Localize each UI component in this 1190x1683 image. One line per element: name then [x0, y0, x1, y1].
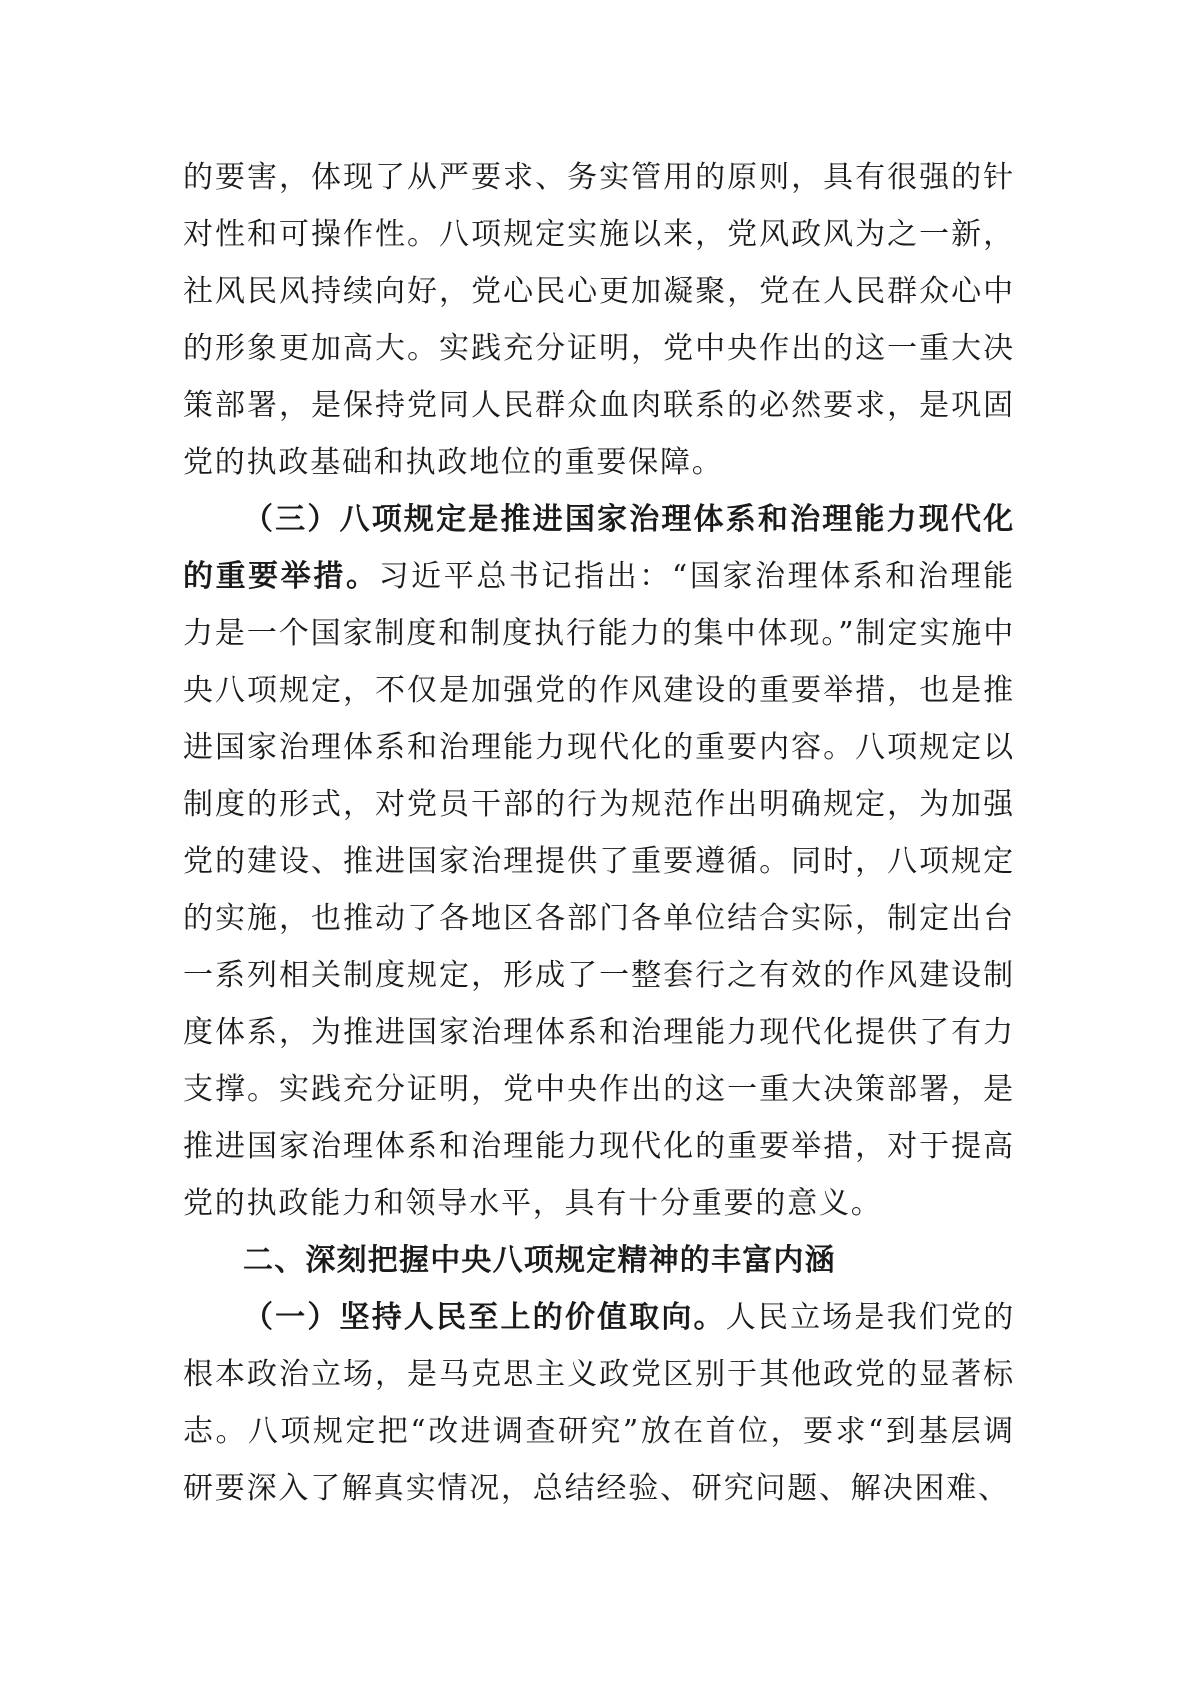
paragraph-part-2-section-1: [183, 1289, 1015, 1517]
heading-part-2: [183, 1232, 1015, 1289]
part-2-section-1-lead: （一）坚持人民至上的价值取向。: [243, 1300, 726, 1335]
part-2-section-1-body: 人民立场是我们党的根本政治立场，是马克思主义政党区别于其他政党的显著标志。八项规定把“改进调查研究”放在首位，要求“到基层调研要深入了解真实情况，总结经验、研究问题、解决困难、: [183, 1300, 1016, 1506]
heading-text: 二、深刻把握中央八项规定精神的丰富内涵: [243, 1243, 836, 1278]
document-body: [183, 149, 1015, 1517]
section-3-lead: （三）八项规定是推进国家治理体系和治理能力现代化的重要举措。: [183, 502, 1015, 594]
paragraph-continuation: [183, 149, 1015, 491]
section-3-body: 习近平总书记指出：“国家治理体系和治理能力是一个国家制度和制度执行能力的集中体现。”制定实施中央八项规定，不仅是加强党的作风建设的重要举措，也是推进国家治理体系和治理能力现代化的重要内容。八项规定以制度的形式，对党员干部的行为规范作出明确规定，为加强党的建设、推进国家治理提供了重要遵循。同时，八项规定的实施，也推动了各地区各部门各单位结合实际，制定出台一系列相关制度规定，形成了一整套行之有效的作风建设制度体系，为推进国家治理体系和治理能力现代化提供了有力支撑。实践充分证明，党中央作出的这一重大决策部署，是推进国家治理体系和治理能力现代化的重要举措，对于提高党的执政能力和领导水平，具有十分重要的意义。: [183, 559, 1015, 1221]
paragraph-section-3: [183, 491, 1015, 1232]
paragraph-text: 的要害，体现了从严要求、务实管用的原则，具有很强的针对性和可操作性。八项规定实施以来，党风政风为之一新，社风民风持续向好，党心民心更加凝聚，党在人民群众心中的形象更加高大。实践充分证明，党中央作出的这一重大决策部署，是保持党同人民群众血肉联系的必然要求，是巩固党的执政基础和执政地位的重要保障。: [183, 160, 1015, 480]
